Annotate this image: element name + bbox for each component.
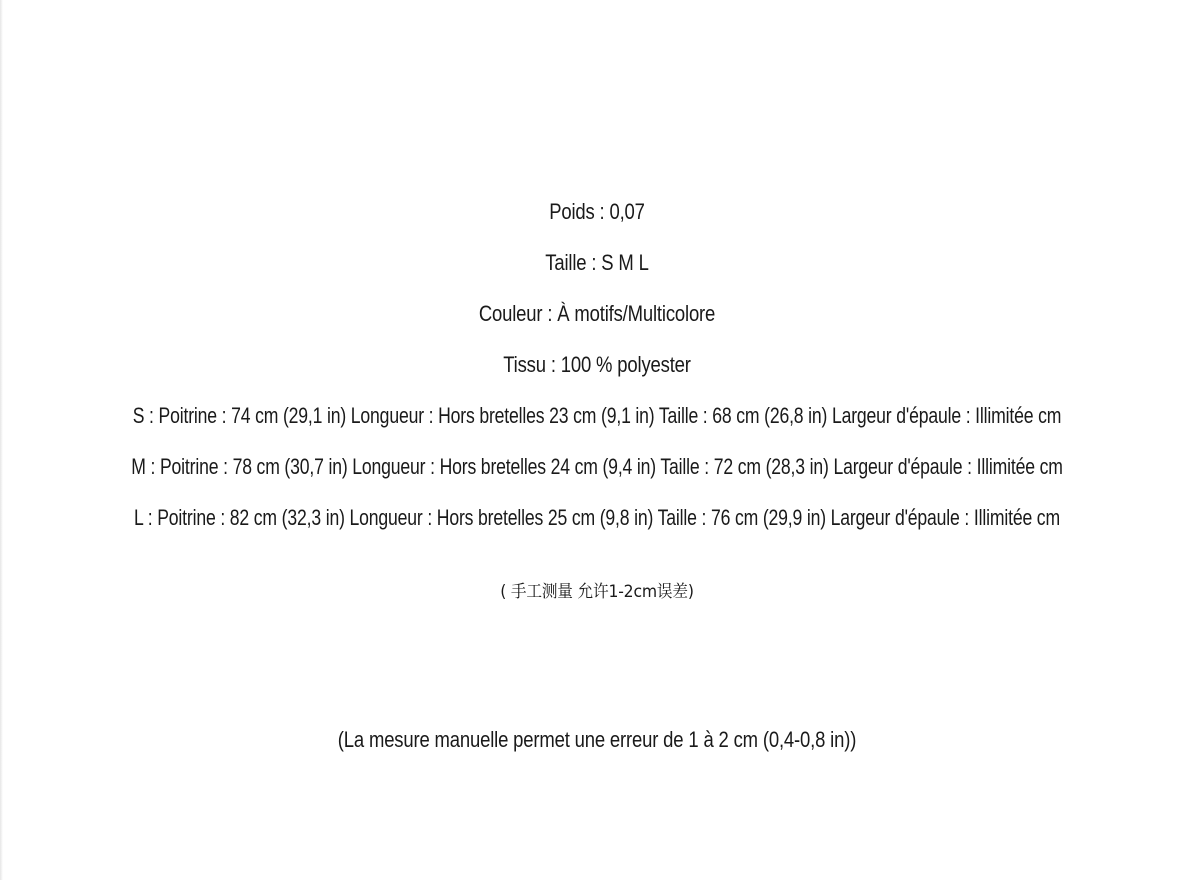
fabric-line: Tissu : 100 % polyester: [503, 352, 691, 377]
page-edge-shadow: [0, 0, 3, 880]
size-row-m: M : Poitrine : 78 cm (30,7 in) Longueur : Hors bretelles 24 cm (9,4 in) Taille : 72 cm (28,3 in) Largeur d'épaule : Illimitée cm: [131, 454, 1063, 479]
size-row-l: L : Poitrine : 82 cm (32,3 in) Longueur : Hors bretelles 25 cm (9,8 in) Taille : 76 cm (29,9 in) Largeur d'épaule : Illimitée cm: [134, 505, 1060, 530]
size-row-s: S : Poitrine : 74 cm (29,1 in) Longueur : Hors bretelles 23 cm (9,1 in) Taille : 68 cm (26,8 in) Largeur d'épaule : Illimitée cm: [132, 403, 1062, 428]
color-line: Couleur : À motifs/Multicolore: [478, 301, 716, 326]
weight-line: Poids : 0,07: [549, 199, 645, 224]
size-line: Taille : S M L: [545, 250, 649, 275]
measurement-note-cn: ( 手工测量 允许1-2cm误差): [500, 582, 694, 602]
measurement-note-fr: (La mesure manuelle permet une erreur de 1 à 2 cm (0,4-0,8 in)): [337, 727, 857, 752]
